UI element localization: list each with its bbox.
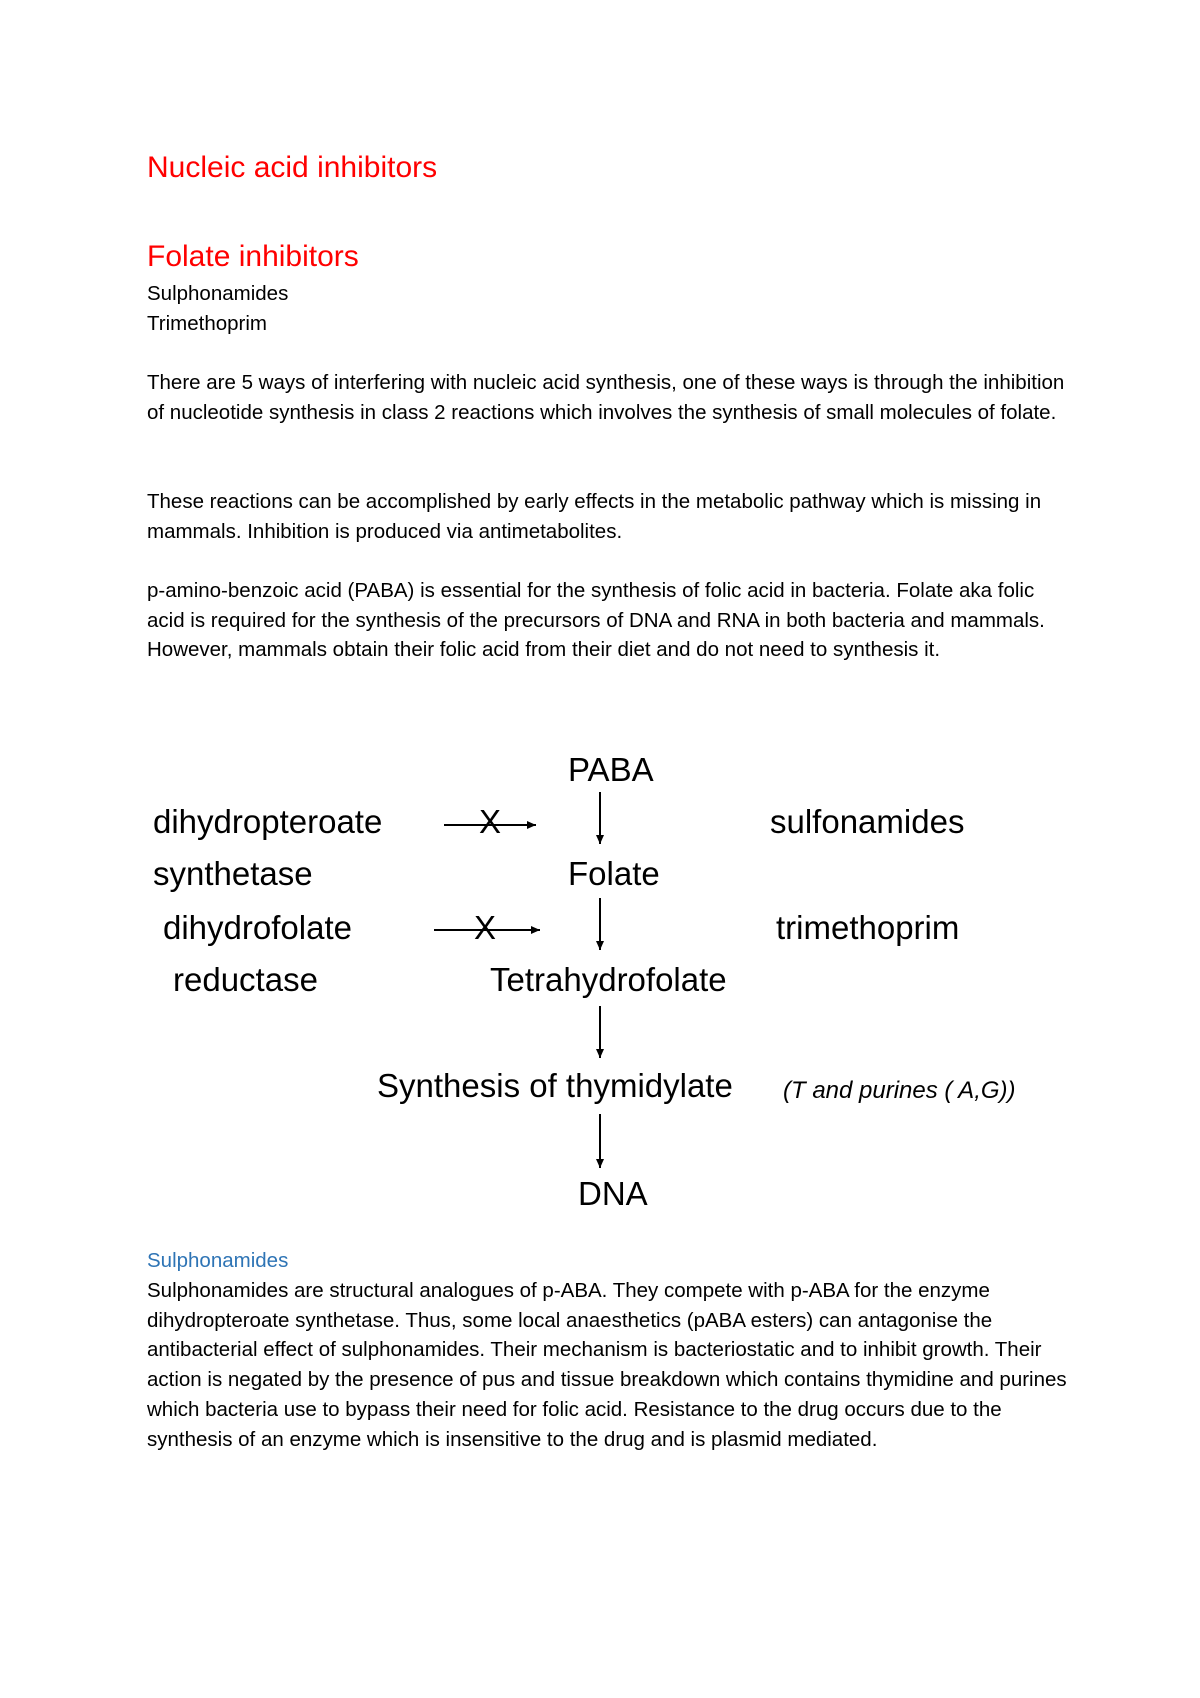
paragraph-text: Sulphonamides are structural analogues of p-ABA. They compete with p-ABA for the enzyme dihydropteroate synthetase. Thus, some local anaesthetics (pABA esters) can antagonise the antibacterial effect of sulphonamides. Their mechanism is bacteriostatic and to inhibit growth. Their action is negated by the presence of pus and tissue breakdown which contains thymidine and purines which bacteria use to bypass their need for folic acid. Resistance to the drug occurs due to the synthesis of an enzyme which is insensitive to the drug and is plasmid mediated. bbox=[147, 1279, 1067, 1451]
drug-list bbox=[147, 279, 1077, 338]
node-dna: DNA bbox=[578, 1175, 648, 1212]
drug-list-item: Sulphonamides bbox=[147, 282, 289, 305]
node-synthesis-of-thymidylate: Synthesis of thymidylate bbox=[377, 1067, 733, 1104]
drug-list-item: Trimethoprim bbox=[147, 311, 267, 335]
heading-nucleic-acid-inhibitors: Nucleic acid inhibitors bbox=[147, 151, 438, 184]
block-mark-enzyme1: X bbox=[479, 803, 502, 840]
node-paba: PABA bbox=[568, 751, 654, 788]
folate-pathway-diagram bbox=[0, 740, 1200, 1220]
paragraph-metabolic-pathway bbox=[147, 487, 1077, 546]
paragraph-sulphonamides bbox=[147, 1276, 1077, 1454]
block-mark-enzyme2: X bbox=[474, 909, 497, 946]
paragraph-text: p-amino-benzoic acid (PABA) is essential for the synthesis of folic acid in bacteria. Folate aka folic acid is required for the synthesis of the precursors of DNA and RNA in both bacteria and mammals. However, mammals obtain their folic acid from their diet and do not need to synthesis it. bbox=[147, 579, 1045, 662]
paragraph-text: There are 5 ways of interfering with nucleic acid synthesis, one of these ways is through the inhibition of nucleotide synthesis in class 2 reactions which involves the synthesis of small molecules of folate. bbox=[147, 371, 1065, 424]
node-tetrahydrofolate: Tetrahydrofolate bbox=[490, 961, 727, 998]
drug-trimethoprim: trimethoprim bbox=[776, 909, 960, 946]
node-thymidylate-note: (T and purines ( A,G)) bbox=[783, 1077, 1016, 1104]
node-folate: Folate bbox=[568, 855, 660, 892]
enzyme-dihydrofolate: dihydrofolate bbox=[163, 909, 352, 946]
enzyme-reductase: reductase bbox=[173, 961, 318, 998]
paragraph-text: These reactions can be accomplished by early effects in the metabolic pathway which is missing in mammals. Inhibition is produced via antimetabolites. bbox=[147, 490, 1042, 543]
heading-sulphonamides: Sulphonamides bbox=[147, 1249, 289, 1272]
enzyme-synthetase: synthetase bbox=[153, 855, 313, 892]
heading-folate-inhibitors: Folate inhibitors bbox=[147, 240, 359, 273]
paragraph-ways-of-interfering bbox=[147, 368, 1077, 427]
drug-sulfonamides: sulfonamides bbox=[770, 803, 965, 840]
enzyme-dihydropteroate: dihydropteroate bbox=[153, 803, 383, 840]
paragraph-paba bbox=[147, 576, 1077, 665]
